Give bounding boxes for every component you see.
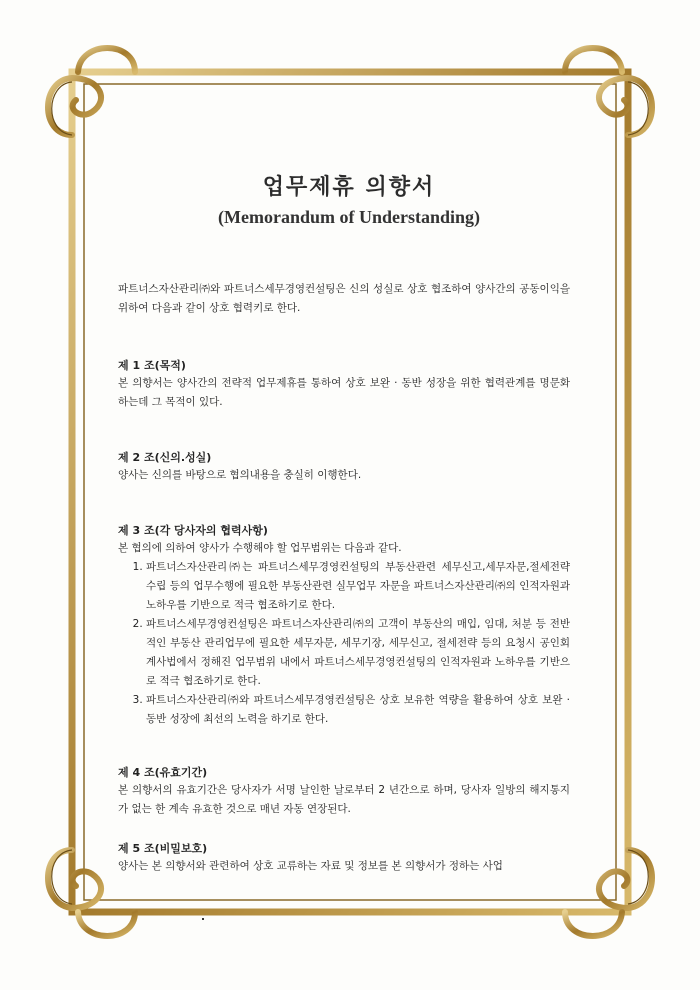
article-heading: 제 3 조(각 당사자의 협력사항) [118,524,268,537]
article-heading: 제 4 조(유효기간) [118,766,208,779]
article-2 [118,450,570,485]
document-body [118,170,570,876]
article-1 [118,358,570,412]
article-4 [118,765,570,819]
document-title: 업무제휴 의향서 [262,174,436,200]
list-item: 3. 파트너스자산관리㈜와 파트너스세무경영컨설팅은 상호 보유한 역량을 활용하여 상호 보완 · 동반 성장에 최선의 노력을 하기로 한다. [146,691,570,729]
article-5 [118,841,570,876]
article-heading: 제 5 조(비밀보호) [118,842,208,855]
article-body: 양사는 신의를 바탕으로 협의내용을 충실히 이행한다. [118,469,362,481]
list-item: 2. 파트너스세무경영컨설팅은 파트너스자산관리㈜의 고객이 부동산의 매입, 임대, 처분 등 전반적인 부동산 관리업무에 필요한 세무자문, 세무기장, 세무신고, 절세전략 등의 요청시 공인회계사법에서 정해진 업무범위 내에서 파트너스세무경영컨설팅의 인적자원과 노하우를 기반으로 적극 협조하기로 한다. [146,615,570,691]
scan-speck [202,918,204,920]
intro-paragraph: 파트너스자산관리㈜와 파트너스세무경영컨설팅은 신의 성실로 상호 협조하여 양사간의 공동이익을 위하여 다음과 같이 상호 협력키로 한다. [118,283,570,314]
document-subtitle: (Memorandum of Understanding) [217,207,480,227]
cooperation-items-list [118,558,570,729]
article-body: 본 의향서는 양사간의 전략적 업무제휴를 통하여 상호 보완 · 동반 성장을 위한 협력관계를 명문화 하는데 그 목적이 있다. [118,377,570,408]
article-heading: 제 2 조(신의.성실) [118,451,212,464]
article-heading: 제 1 조(목적) [118,359,186,372]
list-item: 1. 파트너스자산관리㈜는 파트너스세무경영컨설팅의 부동산관련 세무신고,세무자문,절세전략 수립 등의 업무수행에 필요한 부동산관련 실무업무 자문을 파트너스자산관리㈜의 인적자원과 노하우를 기반으로 적극 협조하기로 한다. [146,558,570,615]
article-body: 양사는 본 의향서와 관련하여 상호 교류하는 자료 및 정보를 본 의향서가 정하는 사업 [118,860,503,872]
article-body: 본 협의에 의하여 양사가 수행해야 할 업무범위는 다음과 같다. [118,542,402,554]
article-body: 본 의향서의 유효기간은 당사자가 서명 날인한 날로부터 2 년간으로 하며, 당사자 일방의 해지통지가 없는 한 계속 유효한 것으로 매년 자동 연장된다. [118,784,570,815]
article-3 [118,523,570,729]
